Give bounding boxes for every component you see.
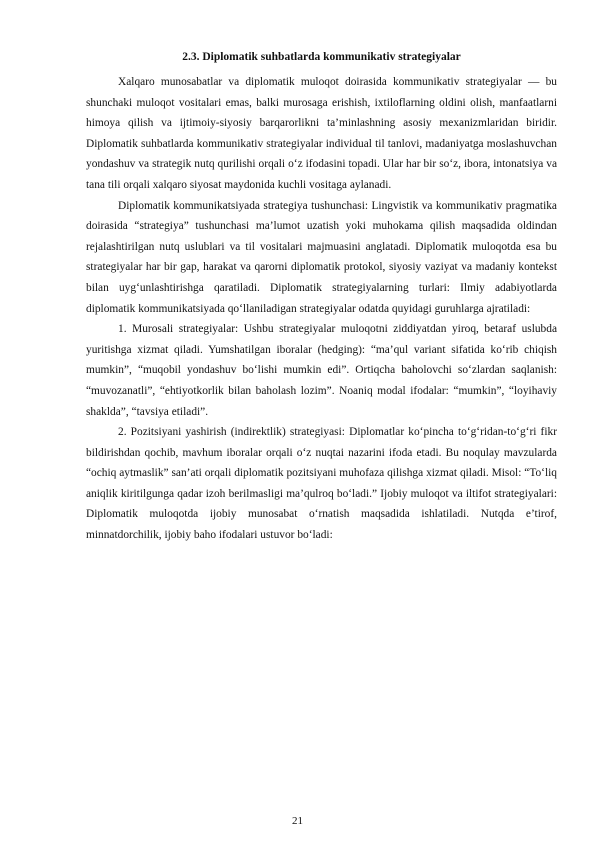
section-title: 2.3. Diplomatik suhbatlarda kommunikativ strategiyalar [182, 51, 461, 63]
paragraph: Xalqaro munosabatlar va diplomatik muloqot doirasida kommunikativ strategiyalar — bu shunchaki muloqot vositalari emas, balki murosaga erishish, ixtiloflarning oldini olish, manfaatlarni himoya qilish va ijtimoiy-siyosiy barqarorlikni ta’minlashning asosiy mexanizmlaridan biridir. Diplomatik suhbatlarda kommunikativ strategiyalar individual til tanlovi, madaniyatga moslashuvchan yondashuv va strategik nutq qurilishi orqali o‘z ifodasini topadi. Ular har bir so‘z, ibora, intonatsiya va tana tili orqali xalqaro siyosat maydonida kuchli vositaga aylanadi. [86, 76, 557, 191]
document-page [86, 50, 557, 546]
paragraph: 2. Pozitsiyani yashirish (indirektlik) strategiyasi: Diplomatlar ko‘pincha to‘g‘ridan-to‘g‘ri fikr bildirishdan qochib, mavhum iboralar orqali o‘z nuqtai nazarini ifoda etadi. Bu noqulay mavzularda “ochiq aytmaslik” san’ati orqali diplomatik pozitsiyani muhofaza qilishga xizmat qiladi. Misol: “To‘liq aniqlik kiritilgunga qadar izoh berilmasligi ma’qulroq bo‘ladi.” Ijobiy muloqot va iltifot strategiyalari: Diplomatik muloqotda ijobiy munosabat o‘rnatish maqsadida ishlatiladi. Nutqda e’tirof, minnatdorchilik, ijobiy baho ifodalari ustuvor bo‘ladi: [86, 426, 557, 542]
page-number: 21 [292, 815, 303, 827]
paragraph: Diplomatik kommunikatsiyada strategiya tushunchasi: Lingvistik va kommunikativ pragmatika doirasida “strategiya” tushunchasi ma’lumot uzatish yoki muhokama qilish maqsadida oldindan rejalashtirilgan nutq uslublari va til vositalari majmuasini anglatadi. Diplomatik muloqotda esa bu strategiyalar har bir gap, harakat va qarorni diplomatik protokol, siyosiy vaziyat va madaniy kontekst bilan uyg‘unlashtirishga qaratiladi. Diplomatik strategiyalarning turlari: Ilmiy adabiyotlarda diplomatik kommunikatsiyada qo‘llaniladigan strategiyalar odatda quyidagi guruhlarga ajratiladi: [86, 199, 557, 315]
paragraph: 1. Murosali strategiyalar: Ushbu strategiyalar muloqotni ziddiyatdan yiroq, betaraf uslubda yuritishga xizmat qiladi. Yumshatilgan iboralar (hedging): “ma’qul variant sifatida ko‘rib chiqish mumkin”, “muqobil yondashuv bo‘lishi mumkin edi”. Ortiqcha baholovchi so‘zlardan saqlanish: “muvozanatli”, “ehtiyotkorlik bilan baholash lozim”. Noaniq modal ifodalar: “mumkin”, “loyihaviy shaklda”, “tavsiya etiladi”. [86, 323, 557, 418]
